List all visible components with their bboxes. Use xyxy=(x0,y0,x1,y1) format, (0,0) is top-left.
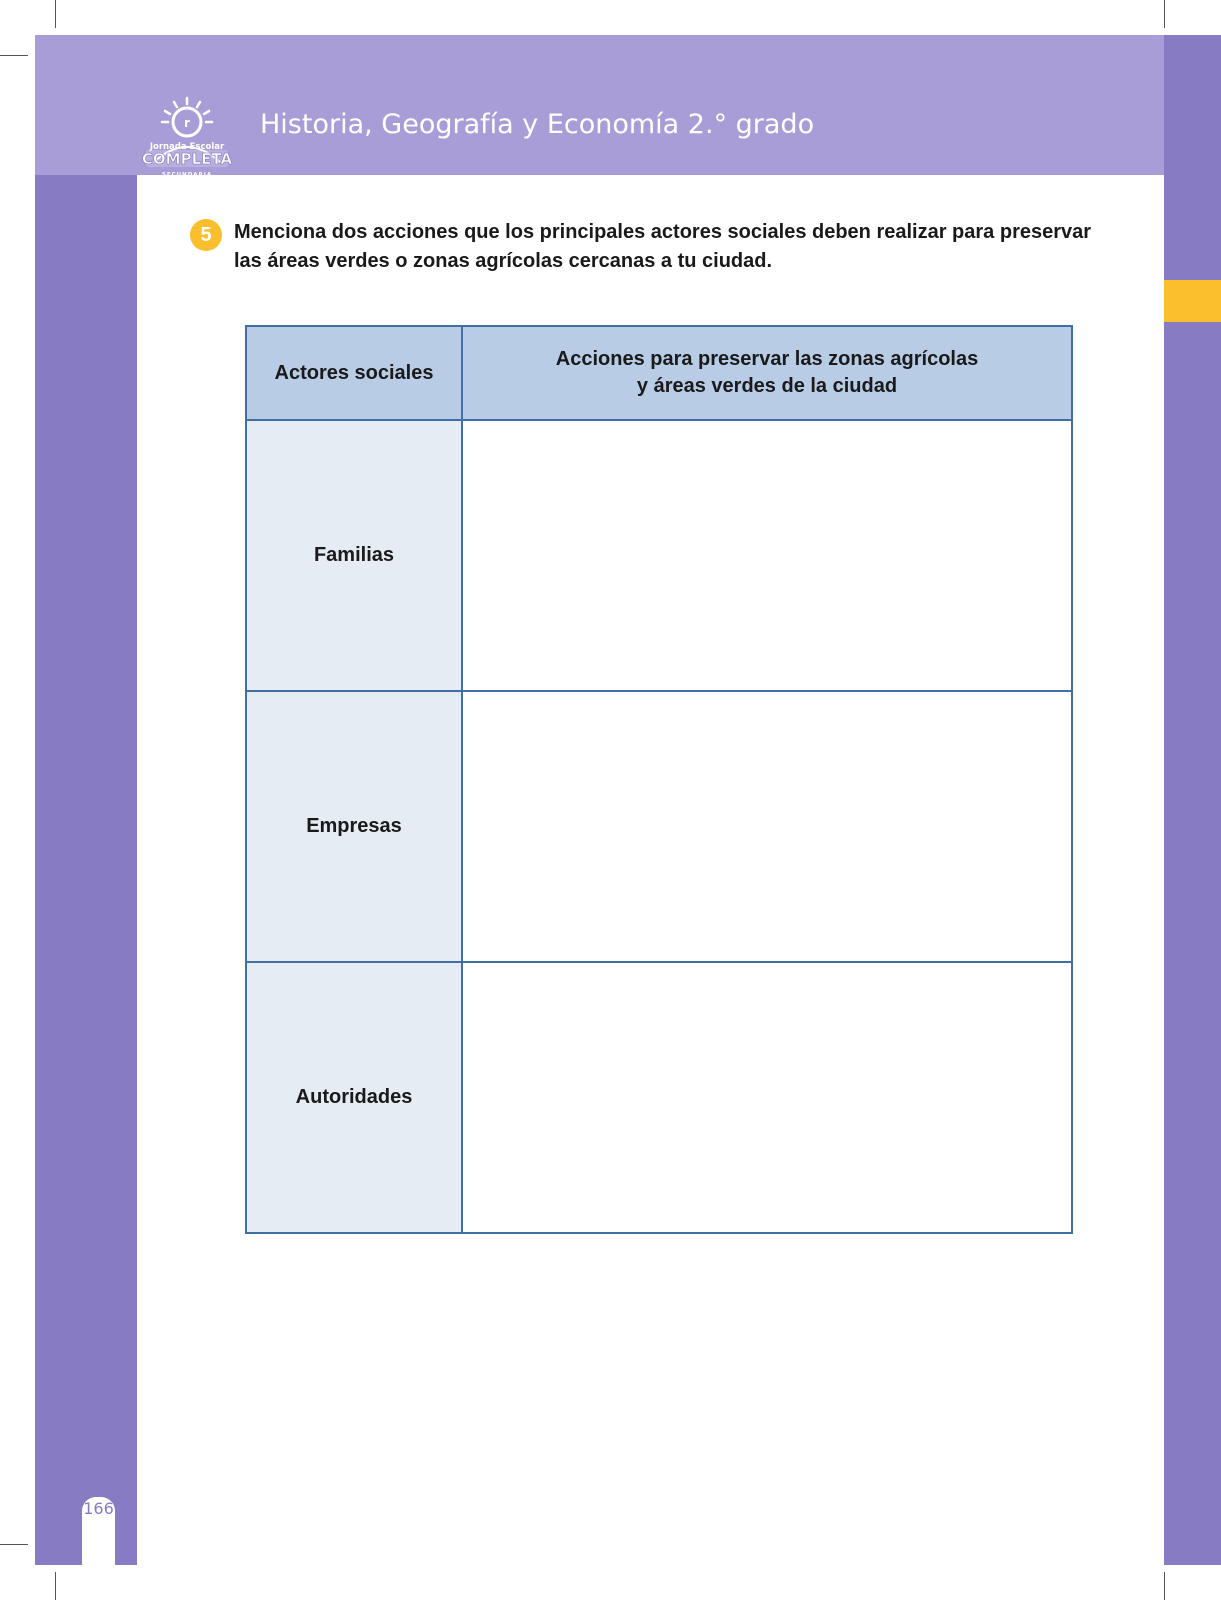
column-header-actors: Actores sociales xyxy=(246,326,462,420)
svg-text:COMPLETA: COMPLETA xyxy=(141,150,233,168)
column-header-actions-line2: y áreas verdes de la ciudad xyxy=(636,375,898,397)
crop-mark xyxy=(1164,0,1165,28)
table-row xyxy=(246,691,1072,962)
answer-cell-empresas[interactable] xyxy=(462,691,1072,962)
crop-mark xyxy=(0,1544,28,1545)
right-side-band xyxy=(1164,35,1221,1565)
table-row xyxy=(246,420,1072,691)
crop-mark xyxy=(0,55,28,56)
answer-cell-familias[interactable] xyxy=(462,420,1072,691)
column-header-actions-line1: Acciones para preservar las zonas agrícolas xyxy=(555,348,979,370)
page-number: 166 xyxy=(83,1499,114,1518)
actor-cell-empresas: Empresas xyxy=(246,691,462,962)
table-header-row xyxy=(246,326,1072,420)
column-header-actions xyxy=(462,326,1072,420)
svg-text:Jornada Escolar: Jornada Escolar xyxy=(149,142,225,152)
actor-cell-autoridades: Autoridades xyxy=(246,962,462,1233)
crop-mark xyxy=(55,1572,56,1600)
svg-text:r: r xyxy=(184,116,190,130)
question-text: Menciona dos acciones que los principales actores sociales deben realizar para preservar las áreas verdes o zonas agrícolas cercanas a tu ciudad. xyxy=(234,221,1092,272)
actor-cell-familias: Familias xyxy=(246,420,462,691)
header-title: Historia, Geografía y Economía 2.° grado xyxy=(260,109,815,140)
left-side-band xyxy=(35,35,137,1565)
crop-mark xyxy=(55,0,56,28)
page-header xyxy=(35,35,1164,175)
section-tab-marker xyxy=(1164,280,1221,322)
actors-table xyxy=(245,325,1073,1234)
crop-mark xyxy=(1164,1572,1165,1600)
question-number-badge: 5 xyxy=(190,219,222,251)
table-row xyxy=(246,962,1072,1233)
answer-cell-autoridades[interactable] xyxy=(462,962,1072,1233)
